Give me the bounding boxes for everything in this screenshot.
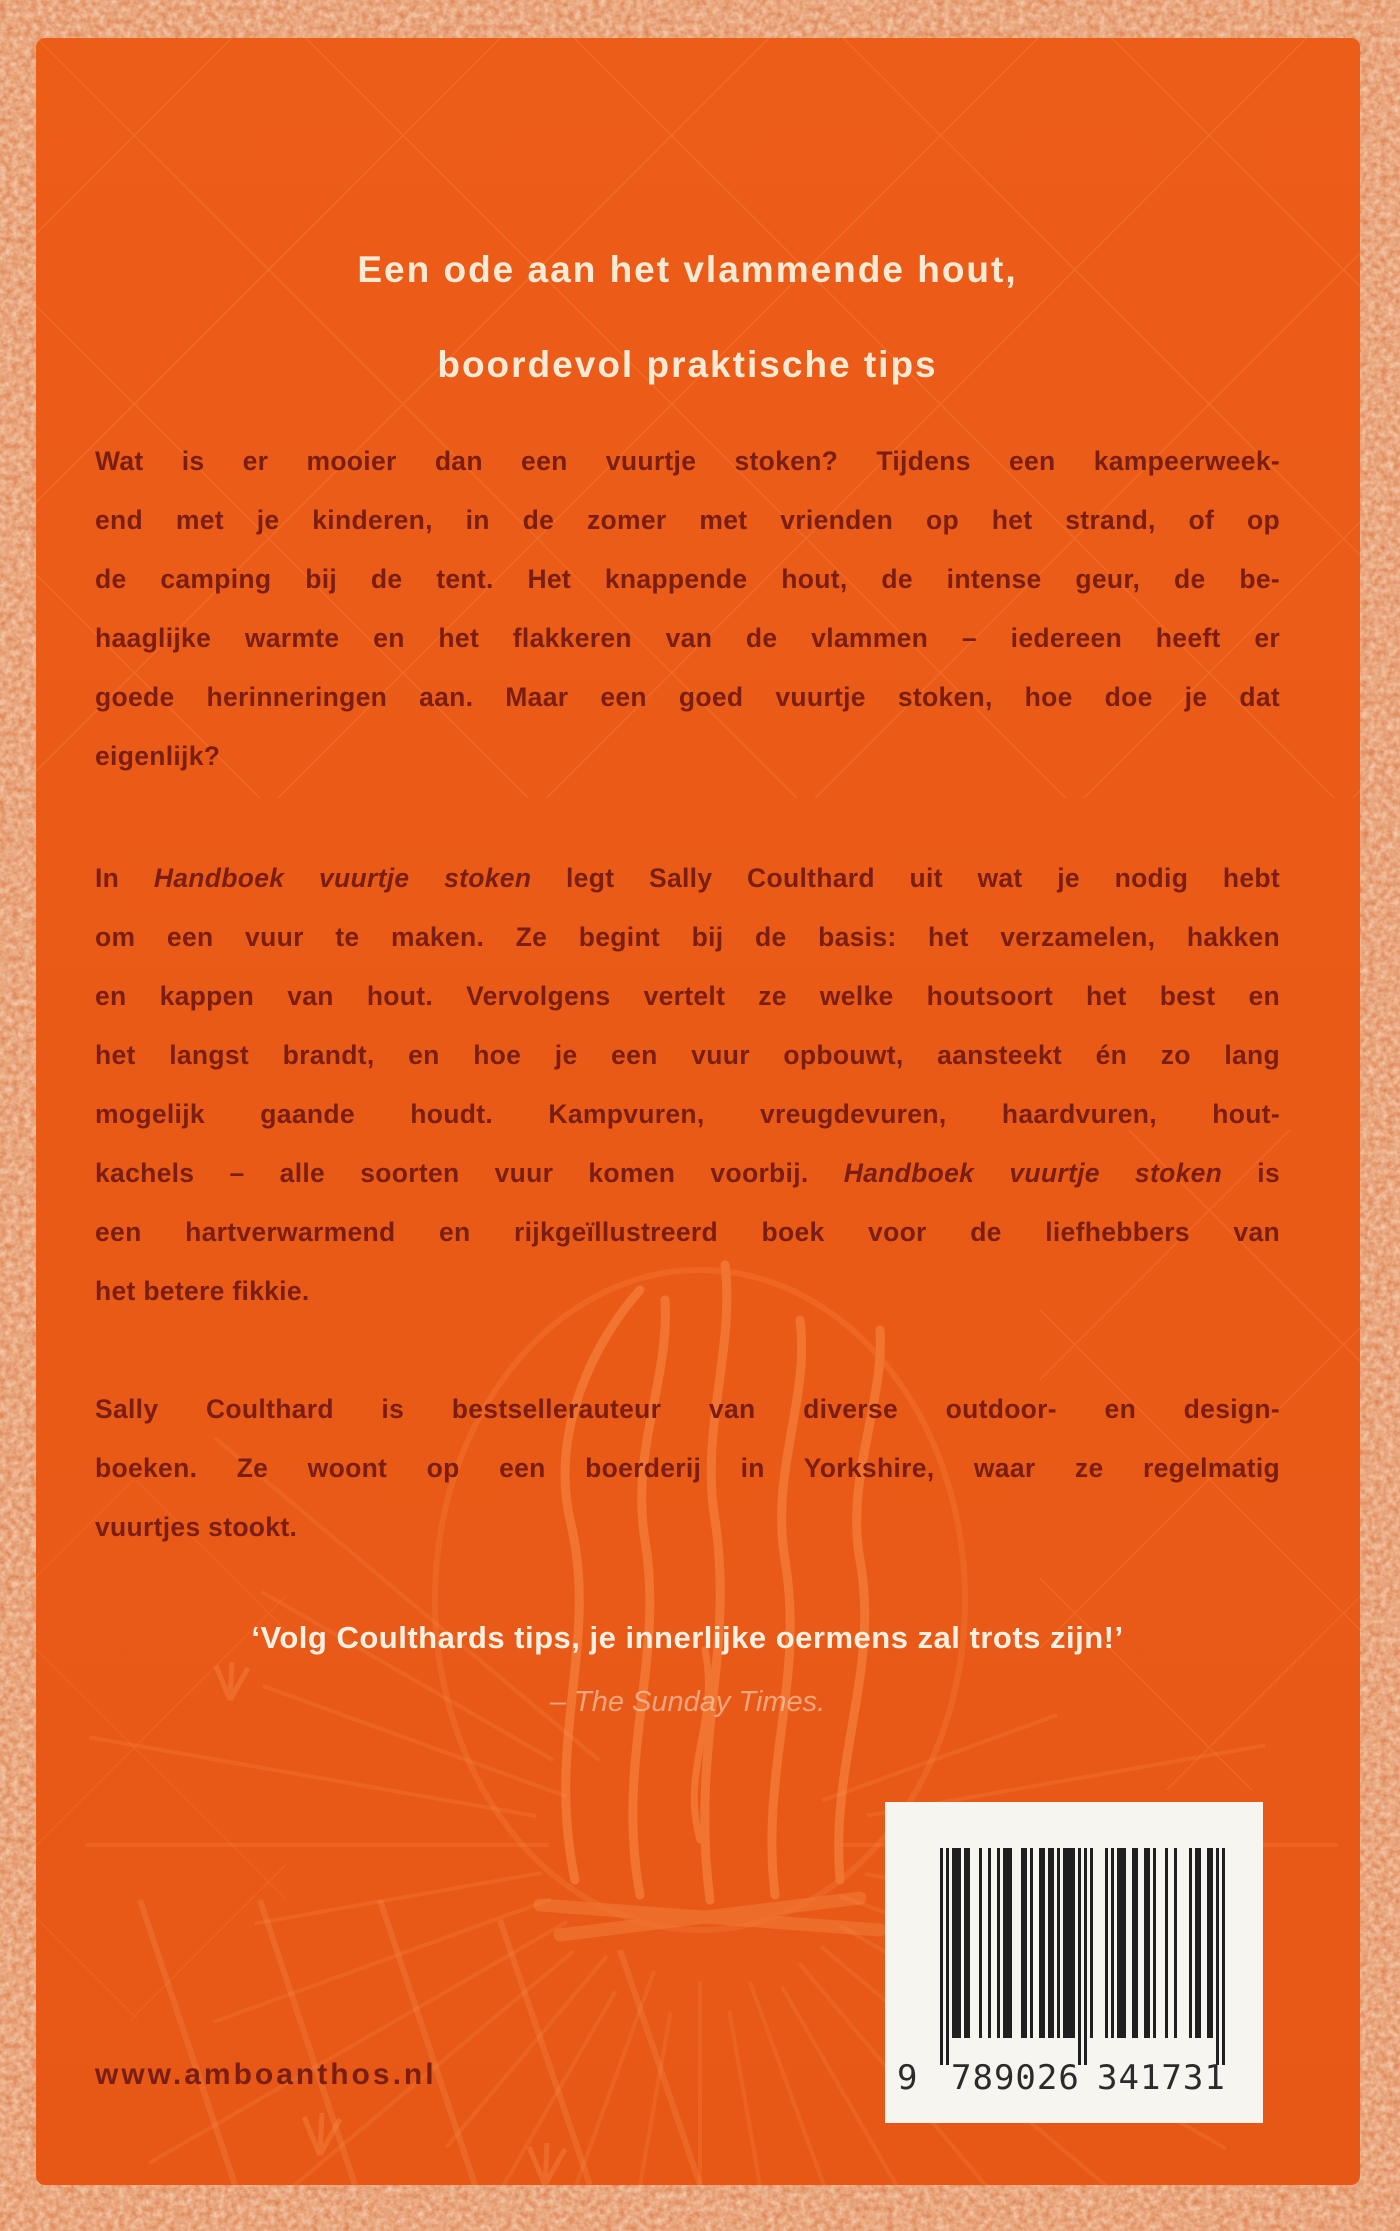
- blurb-line: goede herinneringen aan. Maar een goed vuurtje stoken, hoe doe je dat: [95, 682, 1280, 712]
- blurb-line: Sally Coulthard is bestsellerauteur van diverse outdoor- en design-: [95, 1394, 1280, 1424]
- blurb-line: end met je kinderen, in de zomer met vrienden op het strand, of op: [95, 505, 1280, 535]
- blurb-line: het langst brandt, en hoe je een vuur opbouwt, aansteekt én zo lang: [95, 1040, 1280, 1070]
- headline-line: Een ode aan het vlammende hout,: [357, 249, 1018, 290]
- blurb-line: boeken. Ze woont op een boerderij in Yorkshire, waar ze regelmatig: [95, 1453, 1280, 1483]
- blurb-paragraph: [95, 849, 1280, 1321]
- barcode-number: [885, 2058, 1263, 2102]
- blurb-line: kachels – alle soorten vuur komen voorbij. Handboek vuurtje stoken is: [95, 1158, 1280, 1188]
- blurb-line: haaglijke warmte en het flakkeren van de vlammen – iedereen heeft er: [95, 623, 1280, 653]
- barcode: [885, 1802, 1263, 2123]
- barcode-digit-group: 9: [897, 2058, 918, 2098]
- review-attribution: – The Sunday Times.: [549, 1686, 826, 1718]
- blurb-line: vuurtjes stookt.: [95, 1512, 298, 1542]
- blurb-line: om een vuur te maken. Ze begint bij de basis: het verzamelen, hakken: [95, 922, 1280, 952]
- review-quote: ‘Volg Coulthards tips, je innerlijke oermens zal trots zijn!’: [251, 1620, 1124, 1655]
- barcode-digit-group: 341731: [1097, 2058, 1226, 2098]
- blurb-line: een hartverwarmend en rijkgeïllustreerd boek voor de liefhebbers van: [95, 1217, 1280, 1247]
- blurb-line: In Handboek vuurtje stoken legt Sally Coulthard uit wat je nodig hebt: [95, 863, 1281, 893]
- publisher-website: www.amboanthos.nl: [95, 2058, 437, 2091]
- blurb-paragraph: [95, 432, 1280, 786]
- headline-line: boordevol praktische tips: [437, 344, 938, 385]
- blurb-line: eigenlijk?: [95, 741, 221, 771]
- blurb-line: en kappen van hout. Vervolgens vertelt ze welke houtsoort het best en: [95, 981, 1280, 1011]
- blurb-paragraph: [95, 1380, 1280, 1557]
- barcode-bars: [940, 1848, 1225, 2065]
- blurb-line: de camping bij de tent. Het knappende hout, de intense geur, de be-: [95, 564, 1280, 594]
- blurb-line: het betere fikkie.: [95, 1276, 310, 1306]
- barcode-digit-group: 789026: [951, 2058, 1080, 2098]
- blurb-line: Wat is er mooier dan een vuurtje stoken? Tijdens een kampeerweek-: [95, 446, 1280, 476]
- blurb-line: mogelijk gaande houdt. Kampvuren, vreugdevuren, haardvuren, hout-: [95, 1099, 1280, 1129]
